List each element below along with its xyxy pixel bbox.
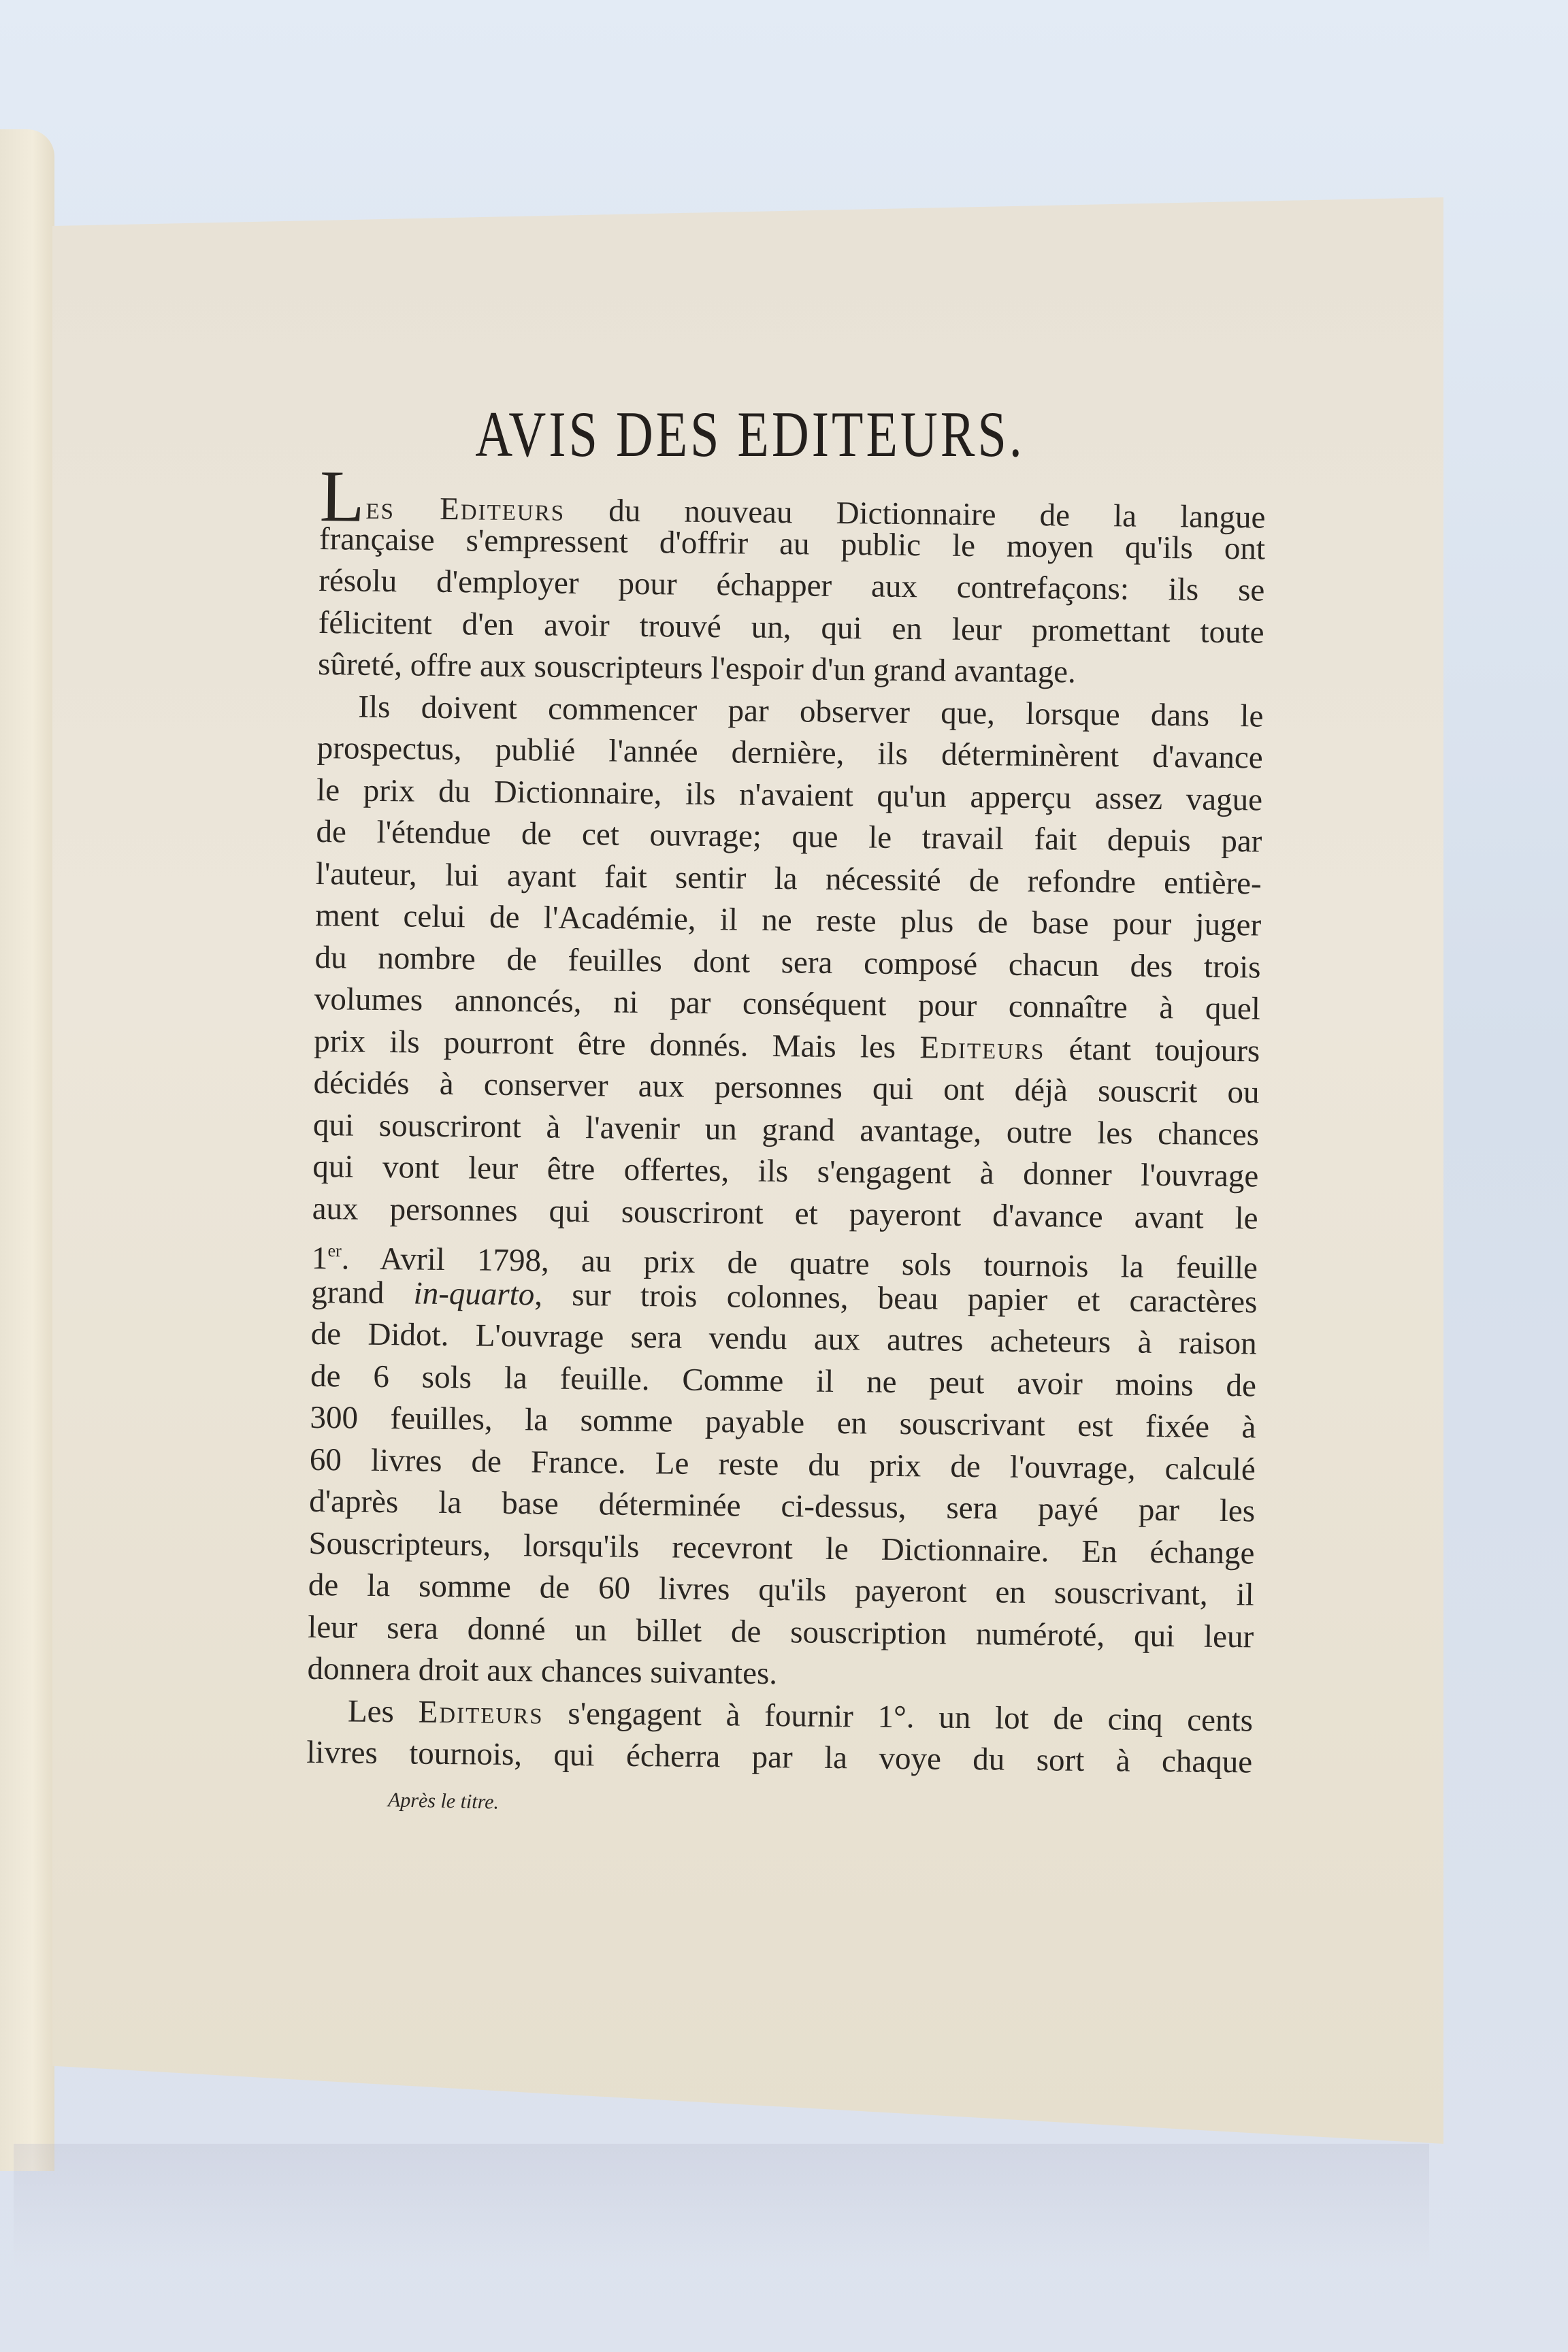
text-fragment: s'engagent à fournir 1°. un lot de cinq cents	[543, 1695, 1254, 1738]
word: moins	[1115, 1366, 1194, 1403]
word: dernière,	[731, 734, 845, 772]
word: France.	[530, 1443, 626, 1481]
word: raison	[1178, 1325, 1257, 1362]
word: que,	[940, 695, 996, 731]
word: en	[836, 1405, 868, 1441]
word: sera	[387, 1610, 439, 1646]
word: le	[951, 527, 976, 564]
word: avant	[1134, 1199, 1204, 1236]
word: souscrivant	[899, 1405, 1045, 1443]
word: le	[316, 772, 340, 808]
word: ou	[1227, 1075, 1260, 1111]
word: la	[504, 1360, 528, 1396]
word: depuis	[1107, 822, 1191, 859]
word: l'année	[608, 733, 698, 770]
word: écherra	[625, 1737, 721, 1775]
word: Souscripteurs,	[308, 1525, 491, 1563]
word: ment	[314, 897, 380, 934]
word: moyen	[1006, 528, 1094, 565]
word: acheteurs	[990, 1323, 1111, 1360]
word: française	[318, 521, 435, 558]
word: avoir	[1016, 1365, 1083, 1402]
word: conséquent	[742, 985, 887, 1023]
word: aux	[312, 1190, 359, 1227]
word: fait	[1034, 821, 1077, 858]
word: numéroté,	[975, 1616, 1105, 1653]
word: de	[521, 816, 552, 852]
text-fragment: 1	[311, 1240, 328, 1277]
word: échange	[1149, 1534, 1255, 1571]
word: somme	[418, 1568, 512, 1605]
word: reste	[815, 902, 877, 939]
word: tournois,	[408, 1735, 523, 1773]
word: refondre	[1027, 863, 1137, 900]
word: travail	[921, 820, 1004, 857]
word: feuilles	[568, 942, 663, 979]
word: doivent	[421, 689, 518, 726]
word: qui	[549, 1193, 591, 1229]
word: voye	[879, 1740, 942, 1777]
word: du	[973, 1742, 1005, 1778]
text-fragment: Les	[347, 1693, 419, 1730]
text-line: donnera droit aux chances suivantes.	[307, 1650, 778, 1692]
word: et	[794, 1195, 818, 1232]
word: celui	[403, 898, 466, 935]
page-shadow	[14, 2144, 1429, 2266]
word: 6	[373, 1358, 390, 1394]
word: souscriront	[621, 1194, 764, 1231]
text-fragment: du nouveau Dictionnaire de la langue	[564, 492, 1266, 536]
signature-mark: Après le titre.	[387, 1788, 500, 1814]
word: plus	[900, 903, 954, 940]
word: le	[1235, 1200, 1258, 1236]
word: Didot.	[368, 1316, 449, 1354]
word: ne	[866, 1363, 897, 1400]
word: Comme	[682, 1362, 784, 1399]
word: de	[950, 1448, 981, 1484]
word: qui	[821, 610, 862, 646]
word: l'ouvrage	[1141, 1157, 1259, 1194]
word: décidés	[313, 1064, 410, 1102]
word: n'avaient	[738, 776, 854, 813]
word: volumes	[314, 981, 423, 1018]
word: leur	[951, 611, 1002, 648]
word: d'après	[308, 1483, 399, 1520]
word: les	[1096, 1115, 1133, 1152]
word: il	[815, 1363, 834, 1399]
word: 300	[310, 1399, 359, 1436]
word: échapper	[716, 567, 832, 604]
word: de	[730, 1613, 762, 1650]
word: souscription	[790, 1614, 947, 1652]
text-line: sûreté, offre aux souscripteurs l'espoir d'un grand avantage.	[317, 646, 1077, 690]
word: prix	[869, 1448, 921, 1484]
word: sera	[630, 1319, 683, 1356]
word: aux	[638, 1068, 685, 1105]
word: leur	[308, 1609, 358, 1646]
word: souscrit	[1097, 1073, 1198, 1110]
word: en	[995, 1574, 1026, 1610]
word: qu'un	[877, 778, 947, 815]
word: qu'ils	[1124, 529, 1194, 566]
word: chances	[1157, 1115, 1260, 1153]
word: ont	[1224, 530, 1266, 567]
word: du	[808, 1447, 840, 1483]
word: entière-	[1163, 864, 1262, 902]
word: d'offrir	[659, 524, 749, 561]
word: L'ouvrage	[475, 1318, 604, 1355]
word: leur	[468, 1150, 519, 1187]
word: au	[779, 525, 810, 562]
word: que	[791, 819, 838, 855]
word: qui	[312, 1107, 355, 1143]
word: Dictionnaire.	[881, 1531, 1049, 1569]
word: de	[539, 1569, 570, 1605]
word: billet	[636, 1612, 702, 1649]
word: déterminèrent	[941, 736, 1120, 774]
word: par	[670, 985, 711, 1022]
title-text: AVIS DES EDITEURS.	[475, 399, 1025, 471]
word: promettant	[1031, 612, 1171, 649]
word: quel	[1205, 990, 1261, 1027]
word: livres	[658, 1571, 730, 1607]
word: un	[574, 1612, 607, 1648]
word: prix	[363, 772, 415, 808]
word: il	[1236, 1577, 1255, 1613]
word: dans	[1150, 697, 1210, 734]
word: contrefaçons:	[956, 569, 1130, 607]
word: dont	[693, 943, 751, 980]
word: l'étendue	[376, 814, 491, 851]
word: ayant	[506, 858, 577, 894]
word: apperçu	[970, 779, 1072, 816]
word: livres	[370, 1442, 442, 1479]
word: personnes	[389, 1191, 518, 1228]
word: commencer	[547, 691, 698, 728]
word: est	[1077, 1407, 1113, 1444]
word: outre	[1006, 1114, 1073, 1151]
word: à	[1115, 1743, 1130, 1779]
word: de	[471, 1443, 502, 1480]
body-text	[306, 456, 1266, 1784]
word: toute	[1200, 614, 1264, 651]
word: de	[310, 1358, 341, 1394]
word: la	[366, 1567, 391, 1604]
word: vont	[382, 1149, 440, 1186]
word: leur	[1203, 1618, 1254, 1654]
word: ils	[685, 776, 716, 812]
word: payeront	[854, 1573, 967, 1610]
word: par	[1138, 1492, 1180, 1529]
word: Le	[655, 1445, 689, 1482]
word: d'employer	[436, 564, 579, 601]
word: de	[1226, 1367, 1257, 1403]
word: ouvrage;	[649, 817, 762, 854]
word: l'ouvrage,	[1009, 1449, 1136, 1486]
word: pour	[917, 987, 977, 1024]
word: la	[524, 1402, 549, 1438]
word: base	[1032, 904, 1090, 941]
word: s'engagent	[817, 1154, 951, 1191]
word: de	[489, 899, 520, 936]
superscript: er	[327, 1241, 342, 1261]
word: du	[314, 939, 347, 975]
word: recevront	[672, 1529, 794, 1566]
word: lui	[444, 857, 479, 893]
word: à	[1159, 990, 1174, 1026]
word: feuille.	[559, 1360, 650, 1397]
word: de	[308, 1567, 339, 1603]
word: 60	[598, 1570, 631, 1606]
word: ont	[943, 1071, 985, 1108]
word: connaître	[1008, 988, 1128, 1026]
word: ils	[1168, 572, 1199, 608]
word: observer	[799, 693, 911, 730]
word: par	[1221, 823, 1262, 860]
text-fragment: grand	[311, 1274, 414, 1311]
word: d'en	[461, 606, 514, 642]
word: un	[704, 1111, 738, 1147]
word: qui	[553, 1737, 595, 1774]
italic-in-quarto: in-quarto	[413, 1275, 535, 1312]
word: vendu	[708, 1320, 787, 1357]
word: calculé	[1164, 1450, 1256, 1487]
word: l'Académie,	[543, 900, 696, 937]
smallcaps-editeurs: es Editeurs	[365, 490, 566, 528]
word: sols	[421, 1359, 472, 1395]
word: souscrivant,	[1054, 1575, 1208, 1612]
word: sera	[946, 1490, 998, 1526]
word: l'auteur,	[315, 855, 417, 893]
word: cet	[581, 817, 620, 853]
word: payé	[1037, 1491, 1099, 1528]
word: s'empressent	[466, 522, 629, 560]
word: payeront	[849, 1196, 962, 1233]
word: avoir	[543, 606, 610, 643]
text-fragment: . Avril 1798, au prix de quatre sols tournois la feuille	[341, 1241, 1258, 1286]
word: aux	[813, 1321, 861, 1358]
word: lorsque	[1025, 696, 1120, 732]
word: composé	[863, 945, 978, 982]
word: par	[751, 1739, 793, 1776]
word: donné	[467, 1610, 546, 1648]
text-line	[319, 456, 1266, 538]
word: chaque	[1161, 1744, 1253, 1780]
word: les	[1219, 1492, 1256, 1529]
word: En	[1081, 1533, 1117, 1569]
word: le	[1240, 698, 1264, 734]
word: prospectus,	[316, 730, 462, 768]
word: livres	[306, 1734, 378, 1771]
word: se	[1237, 572, 1265, 608]
smallcaps-editeurs: Editeurs	[418, 1694, 544, 1731]
word: l'avenir	[585, 1109, 681, 1147]
word: assez	[1094, 780, 1163, 817]
word: ils	[877, 736, 909, 772]
word: public	[840, 526, 921, 563]
word: il	[719, 902, 738, 938]
word: 60	[309, 1441, 342, 1477]
word: fixée	[1145, 1408, 1210, 1445]
word: d'avance	[992, 1197, 1103, 1235]
word: vague	[1186, 781, 1263, 818]
word: annoncés,	[454, 983, 582, 1020]
word: résolu	[318, 562, 397, 600]
word: pour	[618, 566, 677, 602]
word: de	[506, 941, 538, 977]
word: la	[823, 1740, 848, 1776]
word: somme	[580, 1403, 673, 1439]
word: à	[439, 1066, 454, 1102]
word: nécessité	[825, 861, 941, 898]
word: Ils	[358, 689, 391, 725]
word: reste	[718, 1446, 779, 1482]
word: qui	[872, 1071, 914, 1107]
word: sentir	[674, 860, 747, 896]
word: la	[438, 1484, 462, 1521]
word: ni	[612, 984, 638, 1020]
word: à	[1137, 1324, 1152, 1360]
word: de	[977, 904, 1009, 941]
word: personnes	[714, 1069, 843, 1107]
word: qui	[312, 1148, 354, 1185]
word: un,	[751, 609, 791, 645]
word: qu'ils	[758, 1571, 827, 1608]
word: donner	[1022, 1156, 1113, 1193]
word: autres	[886, 1322, 964, 1358]
word: Dictionnaire,	[493, 774, 662, 811]
word: pour	[1112, 906, 1172, 943]
word: sort	[1036, 1742, 1085, 1778]
word: ne	[762, 902, 792, 938]
word: offertes,	[623, 1152, 730, 1189]
word: lorsqu'ils	[523, 1527, 640, 1565]
word: ci-dessus,	[781, 1488, 906, 1526]
word: feuilles,	[390, 1401, 493, 1437]
word: félicitent	[318, 604, 433, 642]
word: trois	[1203, 949, 1261, 985]
word: fait	[604, 858, 647, 895]
word: à	[546, 1109, 561, 1145]
drop-cap: L	[319, 456, 365, 538]
word: à	[1241, 1409, 1256, 1446]
smallcaps-editeurs: Editeurs	[919, 1029, 1045, 1066]
word: déterminée	[598, 1486, 741, 1524]
word: payable	[704, 1404, 805, 1441]
word: trouvé	[639, 608, 722, 644]
word: peut	[929, 1364, 985, 1401]
word: de	[316, 813, 347, 850]
text-fragment: prix ils pourront être donnés. Mais les	[314, 1023, 920, 1065]
word: base	[501, 1485, 559, 1522]
word: en	[892, 610, 923, 647]
word: ils	[757, 1153, 789, 1190]
word: aux	[870, 568, 918, 605]
word: du	[438, 773, 471, 809]
word: souscriront	[378, 1107, 521, 1145]
page-title	[0, 399, 1568, 471]
word: conserver	[483, 1066, 608, 1104]
word: d'avance	[1152, 738, 1263, 776]
word: des	[1130, 948, 1173, 984]
word: le	[868, 819, 892, 855]
word: nombre	[377, 940, 476, 977]
word: chacun	[1008, 947, 1100, 983]
word: déjà	[1014, 1072, 1068, 1109]
word: à	[979, 1156, 994, 1192]
text-fragment: étant toujours	[1045, 1030, 1260, 1069]
word: de	[968, 862, 1000, 898]
text-fragment: , sur trois colonnes, beau papier et caractères	[534, 1276, 1258, 1320]
word: grand	[762, 1111, 835, 1148]
word: avantage,	[860, 1112, 982, 1149]
word: le	[825, 1531, 849, 1567]
word: de	[310, 1316, 342, 1352]
word: par	[728, 692, 769, 729]
word: être	[546, 1151, 595, 1188]
word: qui	[1133, 1618, 1175, 1654]
word: juger	[1195, 906, 1262, 943]
word: publié	[495, 732, 576, 768]
word: la	[774, 860, 798, 896]
word: sera	[781, 944, 833, 981]
